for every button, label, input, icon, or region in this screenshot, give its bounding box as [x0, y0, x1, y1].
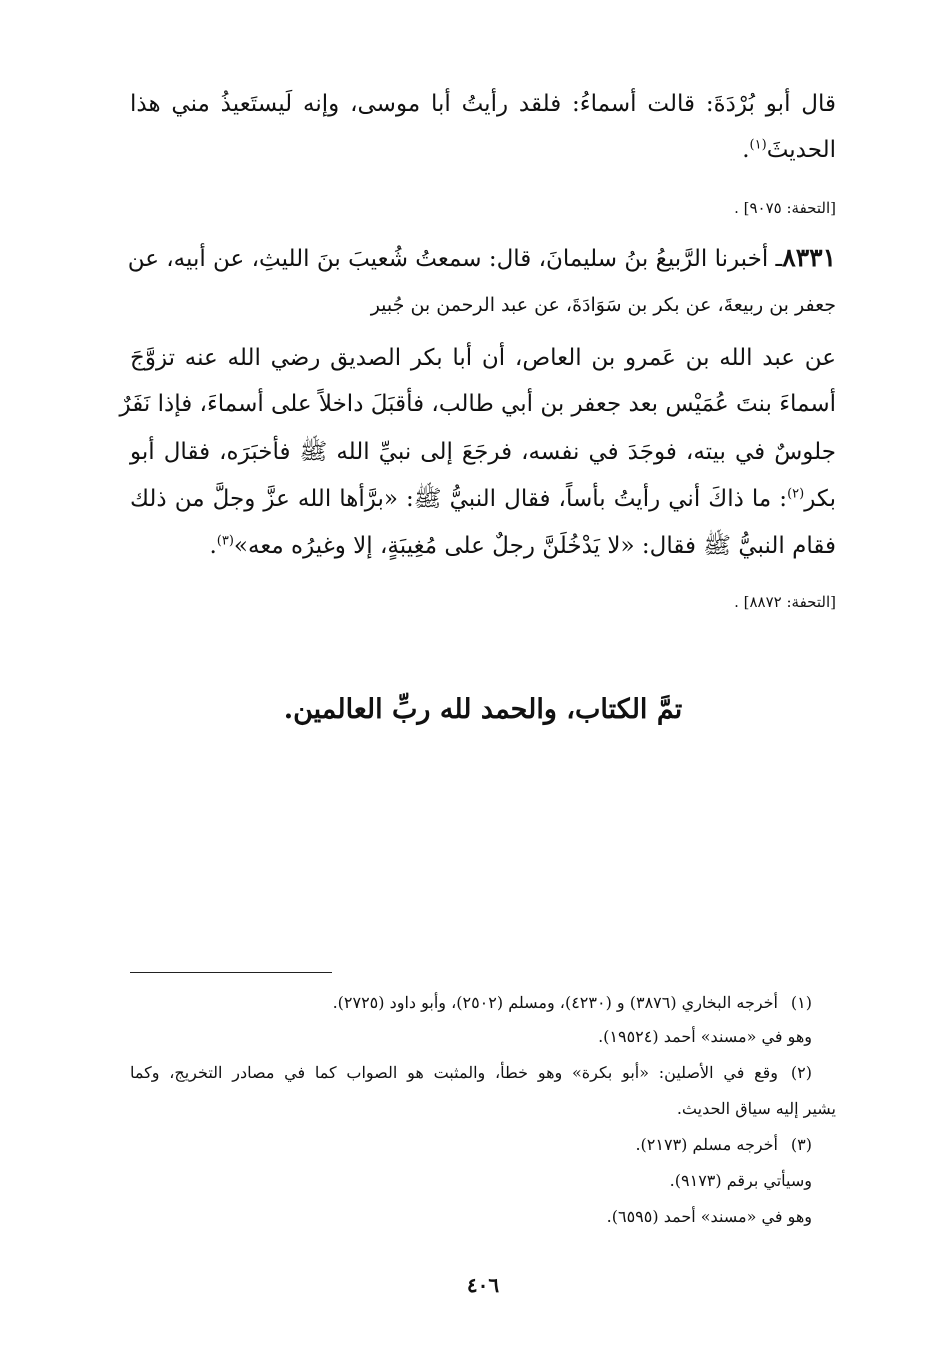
- text-span: فقام النبيُّ ﷺ فقال: «لا يَدْخُلَنَّ رجلٌ على مُغِيبَةٍ، إلا وغيرُه معه»: [233, 533, 836, 559]
- text-span: بكر: [804, 486, 836, 512]
- text-span: : ما ذاكَ أني رأيتُ بأساً، فقال النبيُّ ﷺ: «برَّأها الله عزَّ وجلَّ من ذلك: [130, 486, 788, 512]
- text-span: يشير إليه سياق الحديث.: [676, 1099, 836, 1118]
- hadith-8331-line-3: [130, 338, 836, 378]
- paragraph-1-line-1: [130, 84, 836, 124]
- footnote-2-line-1: [130, 1058, 812, 1088]
- footnote-3-line-3: [130, 1202, 812, 1232]
- paragraph-1-line-2: [130, 130, 836, 170]
- book-page: [119, 0, 836, 1366]
- text-span: ـ أخبرنا الرَّبيعُ بنُ سليمانَ، قال: سمعتُ شُعيبَ بنَ الليثِ، عن أبيه، عن: [127, 246, 783, 272]
- closing-statement: تمَّ الكتاب، والحمد لله ربِّ العالمين.: [283, 694, 683, 725]
- text-span: جلوسٌ في بيته، فوجَدَ في نفسه، فرجَعَ إلى نبيِّ الله ﷺ فأخبَرَه، فقال أبو: [130, 439, 836, 465]
- text-span: وهو في «مسند» أحمد (٦٥٩٥).: [606, 1207, 812, 1226]
- hadith-8331-line-6: [130, 479, 836, 519]
- footnote-separator: [130, 972, 332, 973]
- footnote-ref-1: (١): [749, 137, 767, 153]
- hadith-8331-line-2: [130, 285, 836, 325]
- hadith-8331-line-7: [130, 526, 836, 566]
- text-span: عن عبد الله بن عَمرو بن العاص، أن أبا بكر الصديق رضي الله عنه تزوَّجَ: [130, 345, 836, 371]
- footnote-marker: (١): [790, 993, 812, 1012]
- hadith-8331-line-5: [130, 432, 836, 472]
- tuhfa-reference-2: [التحفة: ٨٨٧٢] .: [734, 593, 836, 611]
- text-span: أخرجه البخاري (٣٨٧٦) و (٤٢٣٠)، ومسلم (٢٥٠٢)، وأبو داود (٢٧٢٥).: [332, 993, 778, 1012]
- footnote-ref-3: (٣): [216, 533, 234, 549]
- page-number: ٤٠٦: [466, 1273, 500, 1297]
- text-span: أسماءَ بنتَ عُمَيْس بعد جعفر بن أبي طالب، فأقبَلَ داخلاً على أسماءَ، فإذا نَفَرٌ: [119, 391, 836, 417]
- text-span: وسيأتي برقم (٩١٧٣).: [669, 1171, 812, 1190]
- text-span: أخرجه مسلم (٢١٧٣).: [635, 1135, 778, 1154]
- footnote-marker: (٢): [790, 1063, 812, 1082]
- tuhfa-reference-1: [التحفة: ٩٠٧٥] .: [734, 199, 836, 217]
- text-span: جعفر بن ربيعةَ، عن بكر بن سَوَادَةَ، عن عبد الرحمن بن جُبير: [370, 294, 836, 316]
- footnote-2-line-2: [130, 1094, 836, 1124]
- hadith-8331-line-1: [127, 238, 836, 279]
- text-span: وهو في «مسند» أحمد (١٩٥٢٤).: [598, 1027, 812, 1046]
- hadith-number: ٨٣٣١: [782, 243, 836, 272]
- hadith-8331-line-4: [119, 384, 836, 424]
- footnote-marker: (٣): [790, 1135, 812, 1154]
- text-span: قال أبو بُرْدَةَ: قالت أسماءُ: فلقد رأيتُ أبا موسى، وإنه لَيستَعيذُ مني هذا: [130, 91, 836, 117]
- text-span: وقع في الأصلين: «أبو بكرة» وهو خطأ، والمثبت هو الصواب كما في مصادر التخريج، وكما: [130, 1063, 778, 1082]
- footnote-1-line-2: [130, 1022, 812, 1052]
- text-span: الحديثَ: [766, 137, 836, 163]
- footnote-1-line-1: [130, 988, 812, 1018]
- footnote-3-line-1: [130, 1130, 812, 1160]
- period: .: [209, 533, 217, 559]
- footnote-3-line-2: [130, 1166, 812, 1196]
- footnote-ref-2: (٢): [787, 486, 805, 502]
- period: .: [742, 137, 750, 163]
